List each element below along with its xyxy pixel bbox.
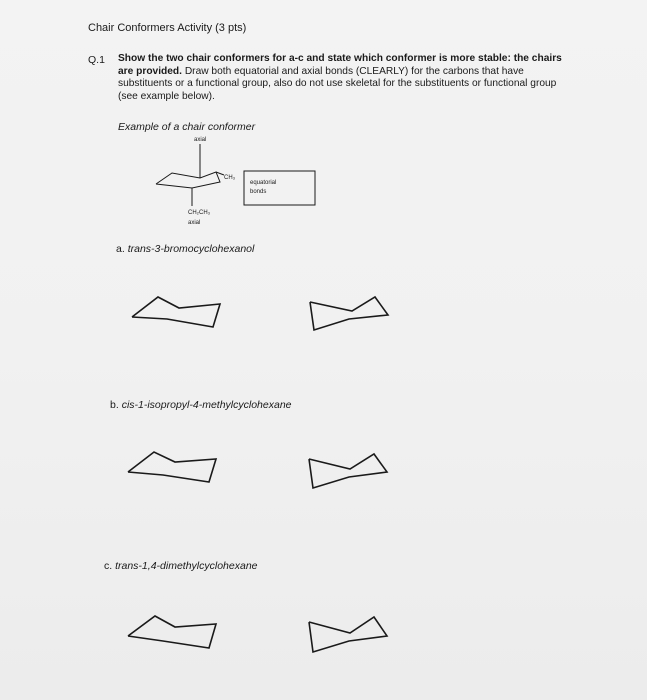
activity-title: Chair Conformers Activity (3 pts) [88, 22, 247, 34]
item-a-name: trans-3-bromocyclohexanol [127, 243, 255, 255]
equatorial-box-line-1: equatorial [250, 180, 277, 186]
example-ethyl-label: CH₂CH₃ [188, 210, 211, 216]
item-b-chair-right [303, 444, 393, 494]
question-bold-text: Show the two chair conformers for a-c and state which conformer is more stable: the chairs are provided. [118, 53, 562, 77]
example-label: Example of a chair conformer [118, 121, 256, 133]
item-a-letter: a. [116, 243, 125, 255]
example-chair-drawing [150, 134, 330, 234]
item-b-chair-left [124, 444, 219, 492]
item-c-name: trans-1,4-dimethylcyclohexane [115, 560, 258, 572]
item-b-name: cis-1-isopropyl-4-methylcyclohexane [121, 399, 292, 411]
question-regular-text: Draw both equatorial and axial bonds (CLEARLY) for the carbons that have substituents or a functional group, also do not use skeletal for the substituents or functional group (see example below). [118, 65, 557, 102]
item-c-chair-left [124, 608, 219, 658]
example-methyl-label: CH₃ [224, 175, 236, 181]
equatorial-bonds-box [244, 171, 315, 205]
item-b-letter: b. [110, 399, 119, 411]
item-c-letter: c. [104, 560, 113, 572]
equatorial-box-line-2: bonds [250, 189, 267, 195]
item-c-chair-right [303, 606, 393, 658]
item-c-label [104, 560, 258, 572]
item-a-chair-right [304, 288, 394, 336]
item-a-chair-left [128, 288, 223, 336]
question-text [118, 53, 563, 103]
item-a-label [116, 243, 254, 255]
example-axial-top-label: axial [194, 137, 207, 143]
example-axial-bottom-label: axial [188, 220, 201, 226]
item-b-label [110, 399, 292, 411]
question-number: Q.1 [88, 54, 105, 66]
